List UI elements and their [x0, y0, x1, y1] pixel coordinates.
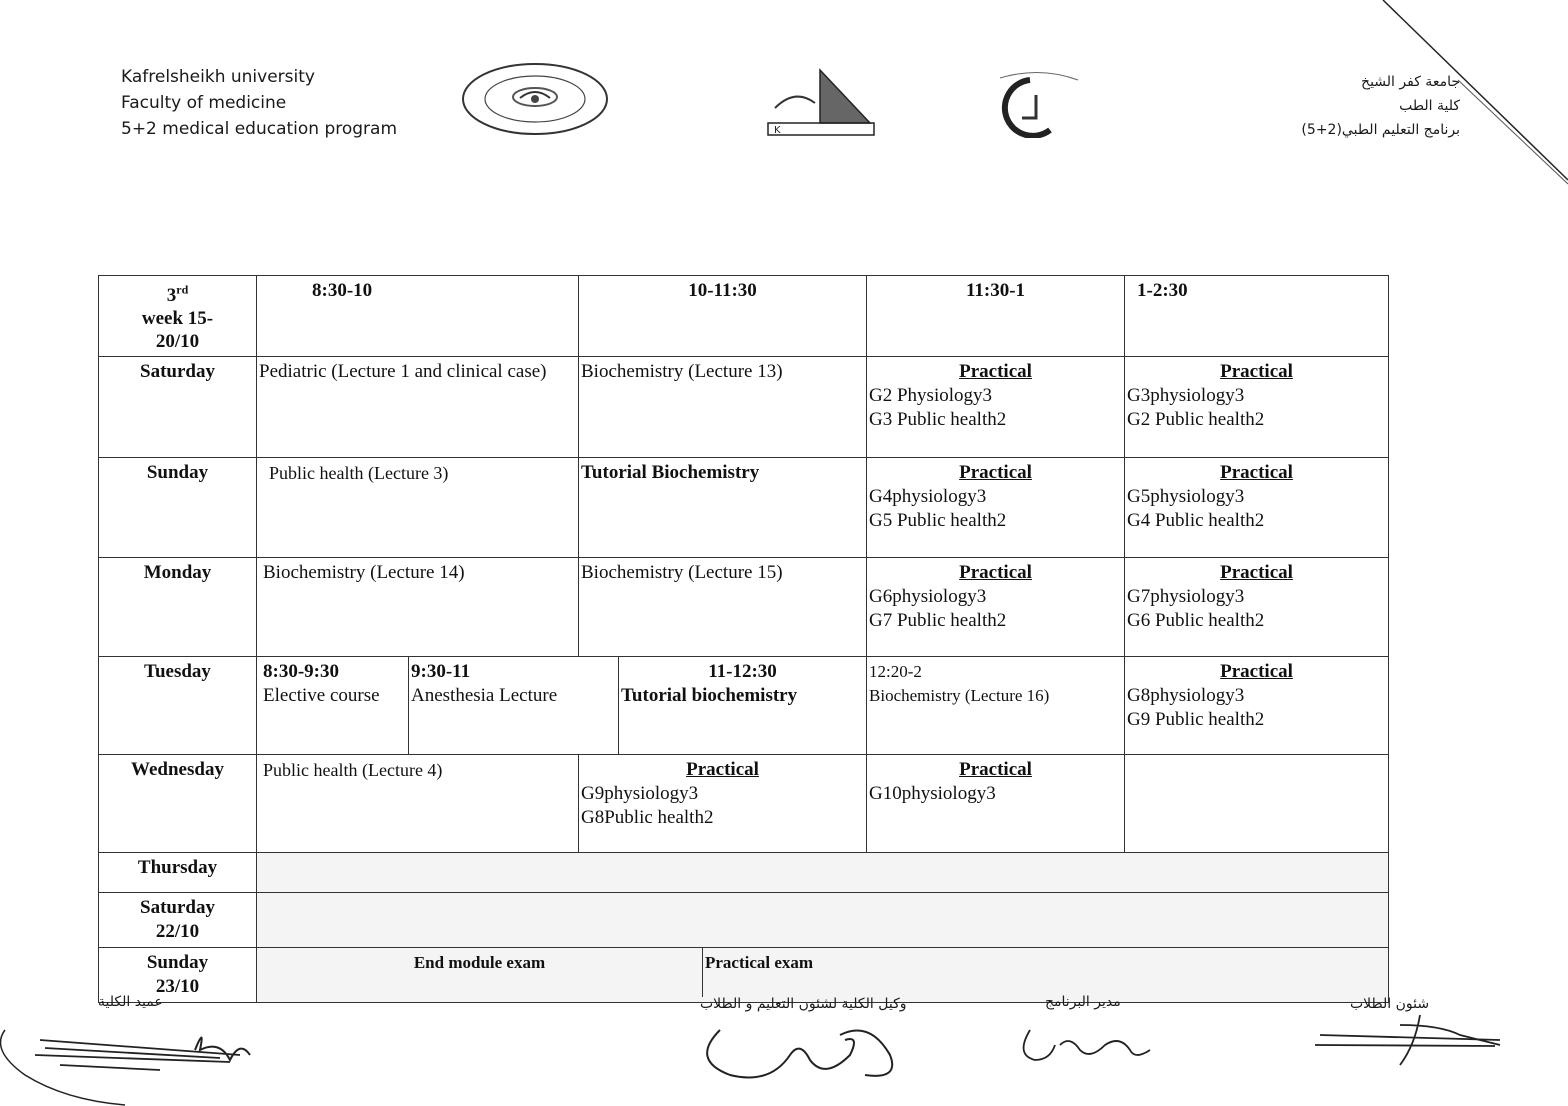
end-module-exam: End module exam	[257, 948, 703, 997]
practical-title: Practical	[1220, 361, 1293, 383]
faculty-logo	[990, 70, 1080, 138]
practical-title: Practical	[959, 462, 1032, 484]
session-title: Biochemistry (Lecture 16)	[869, 686, 1050, 706]
group-line: G5 Public health2	[869, 510, 1007, 532]
group-line: G9physiology3	[581, 783, 699, 805]
university-logo	[760, 68, 880, 138]
exam-cell	[257, 948, 867, 1003]
program-name-arabic: برنامج التعليم الطبي(2+5)	[1301, 122, 1460, 138]
practical-title: Practical	[959, 759, 1032, 781]
time-slot-2: 10-11:30	[579, 276, 867, 357]
practical-cell	[867, 458, 1125, 558]
group-line: G3physiology3	[1127, 385, 1245, 407]
session-time: 12:20-2	[869, 662, 922, 682]
row-sunday-23	[99, 948, 1389, 1003]
practical-cell	[1125, 657, 1389, 755]
row-saturday	[99, 357, 1389, 458]
group-line: G6 Public health2	[1127, 610, 1265, 632]
practical-title: Practical	[686, 759, 759, 781]
group-line: G8Public health2	[581, 807, 714, 829]
practical-title: Practical	[1220, 661, 1293, 683]
practical-title: Practical	[1220, 462, 1293, 484]
time-slot-4: 1-2:30	[1125, 276, 1389, 357]
program-director-signature	[1015, 1020, 1165, 1070]
week-range-end: 20/10	[155, 331, 200, 353]
session-cell: Public health (Lecture 4)	[257, 755, 579, 853]
group-line: G4physiology3	[869, 486, 987, 508]
session-cell	[867, 657, 1125, 755]
practical-cell	[1125, 558, 1389, 657]
group-line: G3 Public health2	[869, 409, 1007, 431]
group-line: G7physiology3	[1127, 586, 1245, 608]
week-label-cell	[99, 276, 257, 357]
session-cell: Biochemistry (Lecture 14)	[257, 558, 579, 657]
practical-cell	[867, 357, 1125, 458]
practical-title: Practical	[1220, 562, 1293, 584]
day-date: 22/10	[155, 921, 200, 943]
day-label: Tuesday	[99, 657, 257, 755]
faculty-name-arabic: كلية الطب	[1399, 98, 1460, 114]
dean-signature-label: عميد الكلية	[98, 994, 163, 1010]
group-line: G7 Public health2	[869, 610, 1007, 632]
student-affairs-signature-label: شئون الطلاب	[1350, 996, 1430, 1012]
session-cell	[619, 657, 867, 755]
session-title: Tutorial biochemistry	[621, 685, 798, 707]
time-slot-1: 8:30-10	[257, 276, 579, 357]
day-label: Thursday	[99, 853, 257, 893]
header-row	[99, 276, 1389, 357]
row-saturday-22	[99, 893, 1389, 948]
svg-text:K: K	[774, 125, 781, 136]
group-line: G2 Public health2	[1127, 409, 1265, 431]
practical-title: Practical	[959, 361, 1032, 383]
group-line: G5physiology3	[1127, 486, 1245, 508]
practical-title: Practical	[959, 562, 1032, 584]
group-line: G8physiology3	[1127, 685, 1245, 707]
group-line: G10physiology3	[869, 783, 996, 805]
session-title: Anesthesia Lecture	[411, 685, 558, 707]
time-slot-3: 11:30-1	[867, 276, 1125, 357]
practical-cell	[867, 558, 1125, 657]
faculty-name: Faculty of medicine	[121, 93, 287, 113]
day-name: Saturday	[140, 897, 215, 919]
session-cell: Pediatric (Lecture 1 and clinical case)	[257, 357, 579, 458]
row-sunday	[99, 458, 1389, 558]
program-seal-logo	[460, 62, 610, 137]
session-cell: Public health (Lecture 3)	[257, 458, 579, 558]
session-cell: Biochemistry (Lecture 15)	[579, 558, 867, 657]
program-director-signature-label: مدير البرنامج	[1045, 994, 1121, 1010]
dean-signature	[0, 1010, 270, 1106]
practical-cell	[867, 755, 1125, 853]
week-number: 3rd	[166, 283, 189, 307]
university-name-arabic: جامعة كفر الشيخ	[1361, 74, 1460, 90]
row-tuesday	[99, 657, 1389, 755]
empty-day-cell	[257, 853, 1389, 893]
vice-dean-signature-label: وكيل الكلية لشئون التعليم و الطلاب	[700, 996, 907, 1012]
group-line: G2 Physiology3	[869, 385, 993, 407]
session-time: 11-12:30	[708, 661, 777, 683]
day-label: Sunday	[99, 458, 257, 558]
university-name: Kafrelsheikh university	[121, 67, 315, 87]
program-name: 5+2 medical education program	[121, 119, 398, 139]
day-label: Saturday	[99, 357, 257, 458]
day-label	[99, 893, 257, 948]
row-monday	[99, 558, 1389, 657]
weekly-schedule-table	[98, 275, 1389, 1003]
day-label: Wednesday	[99, 755, 257, 853]
group-line: G4 Public health2	[1127, 510, 1265, 532]
row-thursday	[99, 853, 1389, 893]
session-title: Elective course	[263, 685, 380, 707]
empty-cell	[1125, 755, 1389, 853]
empty-day-cell	[257, 893, 1389, 948]
session-cell	[409, 657, 619, 755]
row-wednesday	[99, 755, 1389, 853]
practical-cell	[579, 755, 867, 853]
session-cell	[257, 657, 409, 755]
session-cell: Tutorial Biochemistry	[579, 458, 867, 558]
exam-cell-continuation	[867, 948, 1389, 1003]
session-time: 9:30-11	[411, 661, 471, 683]
day-name: Sunday	[146, 952, 209, 974]
session-cell: Biochemistry (Lecture 13)	[579, 357, 867, 458]
header-institution-english	[121, 64, 397, 142]
header-institution-arabic	[1301, 70, 1460, 142]
group-line: G6physiology3	[869, 586, 987, 608]
session-time: 8:30-9:30	[263, 661, 339, 683]
student-affairs-signature	[1310, 1010, 1510, 1070]
practical-cell	[1125, 458, 1389, 558]
practical-cell	[1125, 357, 1389, 458]
group-line: G9 Public health2	[1127, 709, 1265, 731]
day-date: 23/10	[155, 976, 200, 998]
week-range: week 15-	[141, 308, 214, 330]
vice-dean-signature	[690, 1015, 930, 1090]
practical-exam: Practical exam	[705, 953, 814, 973]
day-label: Monday	[99, 558, 257, 657]
